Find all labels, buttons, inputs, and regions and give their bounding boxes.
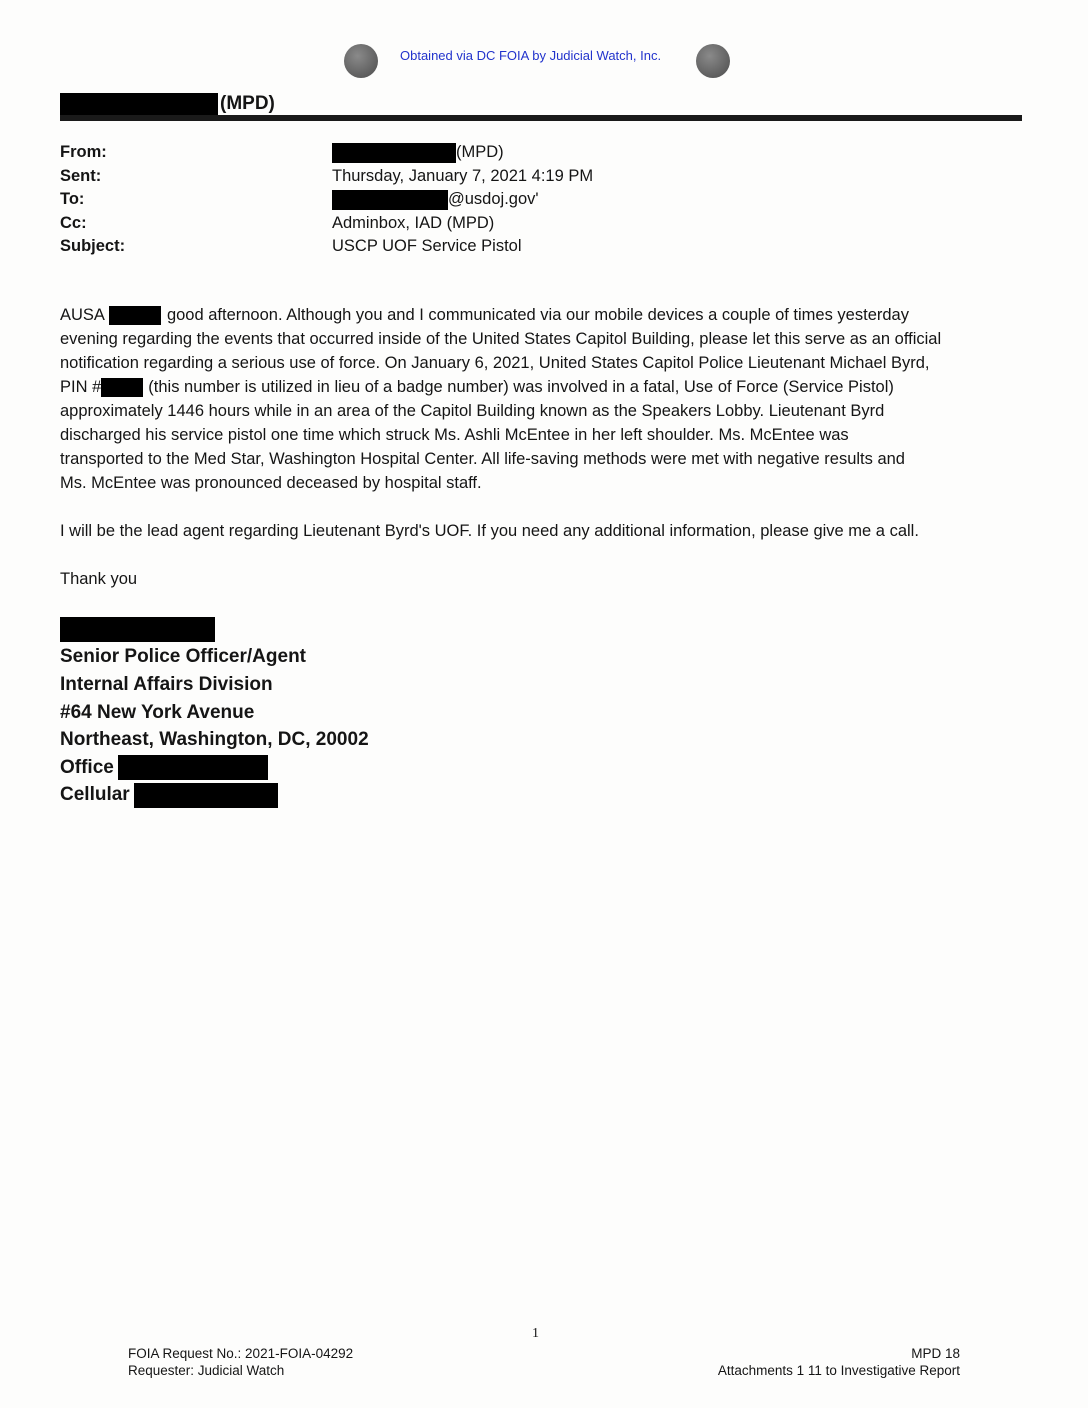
body-line: discharged his service pistol one time which struck Ms. Ashli McEntee in her left shoulder. Ms. McEntee was bbox=[60, 425, 849, 444]
body-line: evening regarding the events that occurred inside of the United States Capitol Building, please let this serve as an official bbox=[60, 329, 942, 348]
body-line bbox=[60, 375, 1020, 399]
from-suffix: (MPD) bbox=[456, 143, 504, 162]
page-number: 1 bbox=[532, 1326, 539, 1341]
document-id: MPD 18 bbox=[911, 1346, 960, 1361]
signature-title: Senior Police Officer/Agent bbox=[60, 646, 306, 668]
signature-address-line-2: Northeast, Washington, DC, 20002 bbox=[60, 729, 369, 751]
email-body bbox=[60, 303, 1020, 591]
redaction-box bbox=[118, 755, 268, 780]
sent-label: Sent: bbox=[60, 166, 102, 185]
cc-value: Adminbox, IAD (MPD) bbox=[332, 213, 495, 232]
email-meta bbox=[60, 141, 593, 259]
to-suffix: @usdoj.gov' bbox=[448, 190, 539, 209]
meta-row-from bbox=[60, 141, 593, 165]
punch-hole-right bbox=[696, 44, 730, 78]
body-text: PIN # bbox=[60, 377, 102, 396]
body-line: approximately 1446 hours while in an area of the Capitol Building known as the Speakers Lobby. Lieutenant Byrd bbox=[60, 401, 885, 420]
sent-value: Thursday, January 7, 2021 4:19 PM bbox=[332, 166, 594, 185]
requester: Requester: Judicial Watch bbox=[128, 1363, 285, 1378]
header-rule bbox=[60, 115, 1022, 121]
meta-row-sent bbox=[60, 165, 593, 189]
email-header-title bbox=[60, 92, 275, 116]
body-line: Ms. McEntee was pronounced deceased by hospital staff. bbox=[60, 473, 482, 492]
from-value bbox=[332, 143, 504, 163]
signature-division: Internal Affairs Division bbox=[60, 673, 273, 695]
foia-watermark bbox=[0, 40, 1088, 84]
body-line: transported to the Med Star, Washington Hospital Center. All life-saving methods were met with negative results and bbox=[60, 449, 905, 468]
office-label: Office bbox=[60, 756, 114, 778]
cc-label: Cc: bbox=[60, 213, 87, 232]
signature-address-line-1: #64 New York Avenue bbox=[60, 701, 255, 723]
body-line: Thank you bbox=[60, 569, 138, 588]
redaction-box bbox=[332, 143, 456, 163]
foia-request-number: FOIA Request No.: 2021-FOIA-04292 bbox=[128, 1346, 354, 1361]
punch-hole-left bbox=[344, 44, 378, 78]
to-label: To: bbox=[60, 190, 85, 209]
meta-row-to bbox=[60, 188, 593, 212]
header-title-suffix: (MPD) bbox=[220, 93, 275, 114]
body-text: AUSA bbox=[60, 305, 105, 324]
footer-right bbox=[718, 1345, 960, 1379]
redaction-box bbox=[60, 93, 218, 115]
meta-row-cc bbox=[60, 212, 593, 236]
body-line: notification regarding a serious use of force. On January 6, 2021, United States Capitol Police Lieutenant Michael Byrd, bbox=[60, 353, 930, 372]
signature-office bbox=[60, 754, 369, 782]
redaction-box bbox=[134, 783, 278, 808]
body-line: I will be the lead agent regarding Lieutenant Byrd's UOF. If you need any additional information, please give me a call. bbox=[60, 521, 919, 540]
meta-row-subject bbox=[60, 235, 593, 259]
subject-value: USCP UOF Service Pistol bbox=[332, 237, 522, 256]
subject-label: Subject: bbox=[60, 237, 126, 256]
cellular-label: Cellular bbox=[60, 784, 130, 806]
redaction-box bbox=[109, 306, 161, 325]
body-text: (this number is utilized in lieu of a badge number) was involved in a fatal, Use of Force (Service Pistol) bbox=[148, 377, 894, 396]
signature-cellular bbox=[60, 782, 369, 810]
redaction-box bbox=[101, 378, 143, 397]
to-value bbox=[332, 190, 539, 210]
watermark-text: Obtained via DC FOIA by Judicial Watch, Inc. bbox=[400, 48, 662, 63]
signature-block bbox=[60, 616, 369, 809]
from-label: From: bbox=[60, 143, 107, 162]
attachment-reference: Attachments 1 11 to Investigative Report bbox=[717, 1363, 960, 1378]
body-line bbox=[60, 303, 1020, 327]
body-text: good afternoon. Although you and I communicated via our mobile devices a couple of times yesterday bbox=[166, 305, 909, 324]
redaction-box bbox=[60, 617, 215, 642]
footer-left bbox=[128, 1345, 353, 1379]
redaction-box bbox=[332, 190, 448, 210]
signature-name bbox=[60, 616, 369, 644]
